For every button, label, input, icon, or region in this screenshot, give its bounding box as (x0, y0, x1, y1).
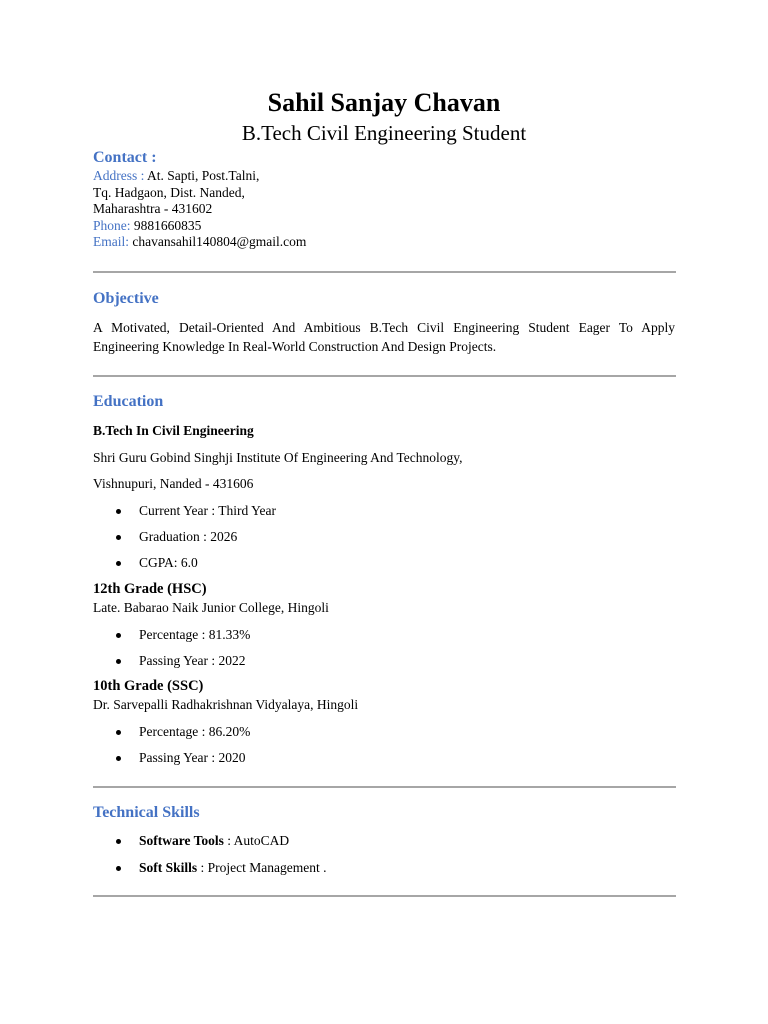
address-line-1 (93, 168, 675, 185)
btech-location: Vishnupuri, Nanded - 431606 (93, 476, 254, 491)
btech-title: B.Tech In Civil Engineering (93, 423, 254, 438)
email-line (93, 234, 675, 251)
btech-institute: Shri Guru Gobind Singhji Institute Of Engineering And Technology, (93, 450, 463, 465)
candidate-name: Sahil Sanjay Chavan (267, 88, 501, 117)
contact-heading: Contact : (93, 149, 157, 166)
email-label: Email: (93, 234, 129, 249)
ssc-passing-year: Passing Year : 2020 (139, 750, 246, 765)
soft-skills-label: Soft Skills (139, 860, 198, 875)
hsc-percentage: Percentage : 81.33% (139, 627, 251, 642)
address-line-2: Tq. Hadgaon, Dist. Nanded, (93, 184, 245, 200)
education-heading: Education (93, 393, 164, 410)
bullet-icon (116, 561, 121, 566)
hsc-title: 12th Grade (HSC) (93, 581, 207, 597)
objective-text: A Motivated, Detail-Oriented And Ambitious B.Tech Civil Engineering Student Eager To Apply Engineering Knowledge In Real-World Construction And Design Projects. (93, 320, 675, 354)
contact-section (93, 148, 675, 251)
candidate-subtitle: B.Tech Civil Engineering Student (241, 121, 527, 145)
address-value-1: At. Sapti, Post.Talni, (147, 168, 260, 183)
software-tools-label: Software Tools (139, 833, 224, 848)
bullet-icon (116, 509, 121, 514)
software-tools-value: : AutoCAD (223, 833, 290, 848)
skills-heading: Technical Skills (93, 804, 200, 821)
phone-value: 9881660835 (133, 217, 202, 233)
divider-skills (93, 895, 676, 897)
divider-education (93, 786, 676, 788)
bullet-icon (116, 839, 121, 844)
btech-current-year: Current Year : Third Year (139, 503, 276, 518)
ssc-institute: Dr. Sarvepalli Radhakrishnan Vidyalaya, Hingoli (93, 697, 359, 712)
hsc-institute: Late. Babarao Naik Junior College, Hingoli (93, 600, 329, 615)
software-tools-line (139, 832, 289, 849)
soft-skills-value: : Project Management . (197, 860, 327, 875)
divider-objective (93, 375, 676, 377)
bullet-icon (116, 866, 121, 871)
divider-contact (93, 271, 676, 273)
btech-cgpa: CGPA: 6.0 (139, 555, 198, 570)
bullet-icon (116, 659, 121, 664)
bullet-icon (116, 756, 121, 761)
address-line-3: Maharashtra - 431602 (93, 201, 213, 216)
phone-line (93, 218, 675, 235)
ssc-title: 10th Grade (SSC) (93, 678, 204, 694)
bullet-icon (116, 633, 121, 638)
bullet-icon (116, 730, 121, 735)
email-value[interactable]: chavansahil140804@gmail.com (132, 234, 307, 249)
bullet-icon (116, 535, 121, 540)
btech-graduation: Graduation : 2026 (139, 529, 238, 544)
ssc-percentage: Percentage : 86.20% (139, 724, 251, 739)
soft-skills-line (139, 859, 327, 876)
phone-label: Phone: (93, 217, 131, 233)
hsc-passing-year: Passing Year : 2022 (139, 653, 246, 668)
objective-heading: Objective (93, 290, 159, 307)
address-label: Address : (93, 168, 145, 183)
